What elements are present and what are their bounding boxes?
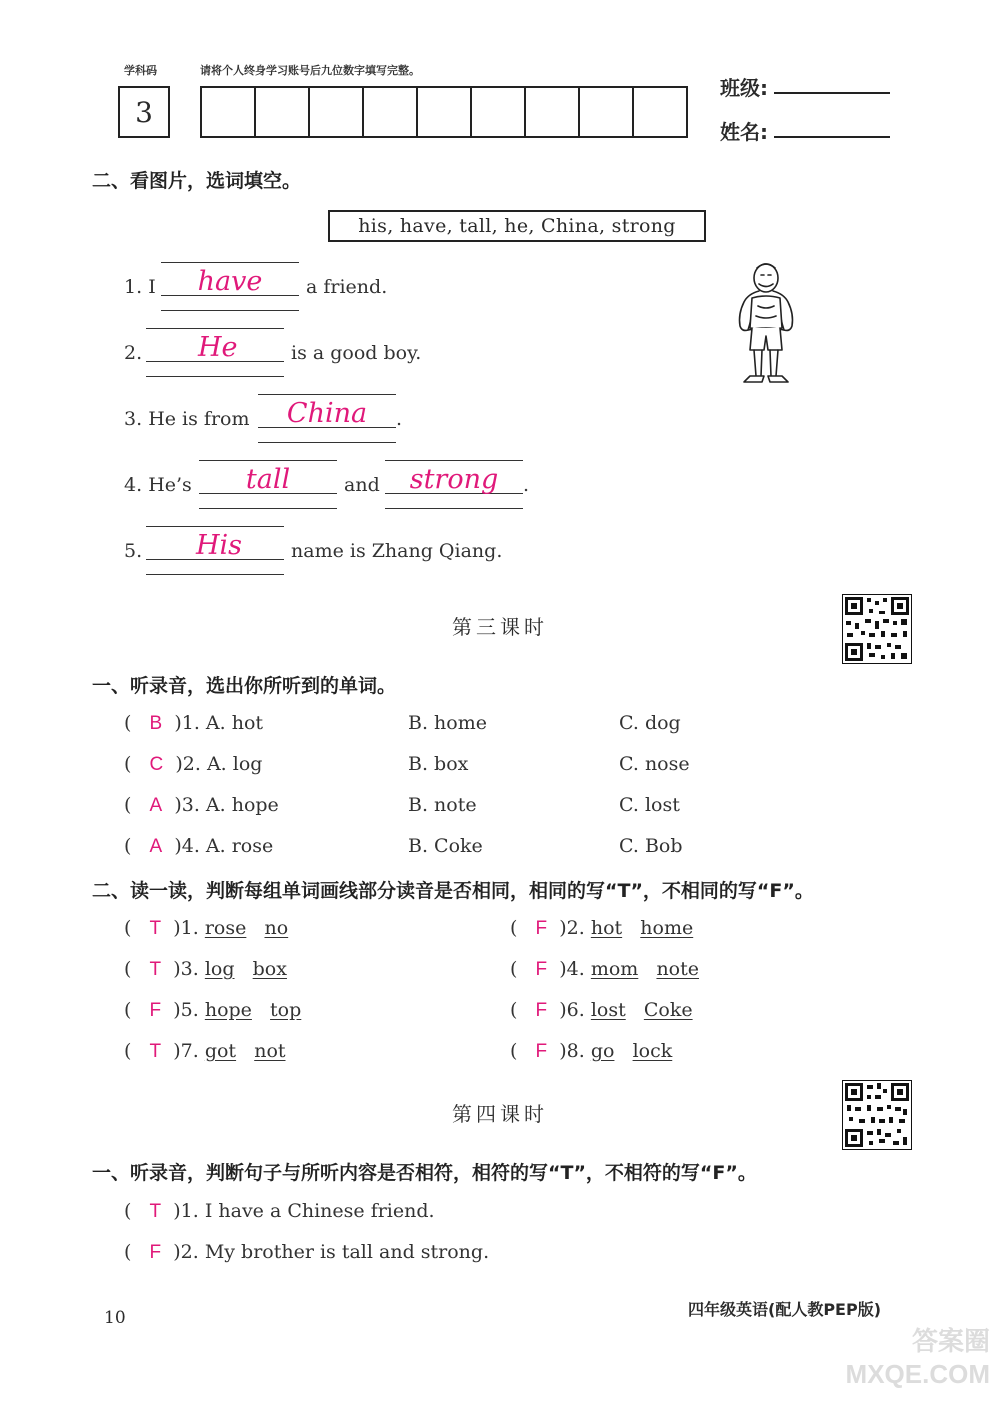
option-b: B. note [408, 794, 477, 816]
item-number: )1. [173, 917, 199, 939]
digit-cell[interactable] [418, 88, 472, 136]
item-number: 2. [124, 342, 143, 364]
item-number: )1. [174, 712, 200, 734]
answer-blank-5[interactable] [146, 526, 284, 576]
word-bank-text: his, have, tall, he, China, strong [358, 215, 676, 237]
page-number: 10 [104, 1308, 126, 1328]
name-label: 姓名: [720, 120, 768, 144]
word-2: box [252, 958, 287, 980]
answer-text: China [286, 398, 368, 429]
item-after-text: a friend. [306, 276, 388, 298]
item-number: )3. [173, 958, 199, 980]
book-title: 四年级英语(配人教PEP版) [688, 1300, 882, 1319]
choice-row-1: ( B )1. A. hot [124, 712, 264, 734]
tf-row-5: ( F )5. hope top [124, 999, 302, 1021]
word-1: log [204, 958, 235, 980]
option-b: B. box [408, 753, 469, 775]
digit-cell[interactable] [256, 88, 310, 136]
answer-text: He [198, 332, 238, 363]
digit-cell[interactable] [472, 88, 526, 136]
digit-cell[interactable] [310, 88, 364, 136]
answer-letter[interactable]: F [535, 959, 548, 980]
answer-letter[interactable]: T [149, 1201, 162, 1222]
option-a: A. rose [205, 835, 274, 857]
item-before-text: I [148, 276, 156, 298]
option-c: C. Bob [619, 835, 683, 857]
answer-blank-4b[interactable] [385, 460, 523, 510]
answer-letter[interactable]: C [149, 754, 164, 775]
lesson3-part2-title: 二、读一读，判断每组单词画线部分读音是否相同，相同的写“T”，不相同的写“F”。 [92, 880, 814, 902]
option-c: C. dog [619, 712, 681, 734]
tf-row-3: ( T )3. log box [124, 958, 287, 980]
word-1: lost [590, 999, 626, 1021]
answer-letter[interactable]: A [149, 836, 163, 857]
item-number: 4. [124, 474, 143, 496]
item-after-text: name is Zhang Qiang. [291, 540, 503, 562]
option-b: B. home [408, 712, 487, 734]
answer-letter[interactable]: F [535, 1041, 548, 1062]
tf-row-1: ( T )1. rose no [124, 917, 289, 939]
digit-cell[interactable] [202, 88, 256, 136]
item-number: )4. [559, 958, 585, 980]
item-number: )1. [173, 1200, 199, 1222]
digit-cell[interactable] [364, 88, 418, 136]
item-number: )2. [173, 1241, 199, 1263]
sentence-row-2: ( F )2. My brother is tall and strong. [124, 1241, 490, 1263]
word-1: go [590, 1040, 615, 1062]
answer-letter[interactable]: F [535, 1000, 548, 1021]
name-field[interactable] [774, 136, 890, 138]
word-bank [328, 210, 706, 242]
tf-row-7: ( T )7. got not [124, 1040, 286, 1062]
item-number: 3. [124, 408, 143, 430]
answer-letter[interactable]: F [149, 1242, 162, 1263]
word-2: note [656, 958, 699, 980]
answer-blank-3[interactable] [258, 394, 396, 444]
answer-text: tall [245, 464, 291, 495]
subject-code-value: 3 [135, 95, 153, 129]
watermark: 答案圈 MXQE.COM [845, 1326, 990, 1389]
word-2: home [640, 917, 694, 939]
item-number: )2. [559, 917, 585, 939]
word-2: Coke [643, 999, 693, 1021]
lesson3-title: 第三课时 [452, 615, 548, 639]
word-2: top [270, 999, 302, 1021]
strong-man-illustration [728, 258, 804, 390]
answer-blank-4a[interactable] [199, 460, 337, 510]
word-1: got [204, 1040, 237, 1062]
item-after-text: . [396, 408, 403, 430]
section-title-pictures: 二、看图片，选词填空。 [92, 170, 302, 192]
item-number: )8. [559, 1040, 585, 1062]
item-number: )3. [174, 794, 200, 816]
option-a: A. log [206, 753, 263, 775]
qr-code-icon[interactable] [842, 1080, 912, 1150]
item-after-text: is a good boy. [291, 342, 422, 364]
item-number: 5. [124, 540, 143, 562]
tf-row-2: ( F )2. hot home [510, 917, 694, 939]
answer-text: strong [409, 464, 499, 495]
choice-row-2: ( C )2. A. log [124, 753, 263, 775]
lesson3-part1-title: 一、听录音，选出你所听到的单词。 [92, 675, 397, 697]
word-2: not [254, 1040, 286, 1062]
digit-cell[interactable] [634, 88, 686, 136]
option-c: C. lost [619, 794, 680, 816]
item-number: 1. [124, 276, 143, 298]
answer-letter[interactable]: T [149, 959, 162, 980]
sentence-text: I have a Chinese friend. [204, 1200, 435, 1222]
sentence-row-1: ( T )1. I have a Chinese friend. [124, 1200, 435, 1222]
subject-code-box[interactable] [118, 86, 170, 138]
item-number: )7. [173, 1040, 199, 1062]
item-number: )5. [173, 999, 199, 1021]
choice-row-3: ( A )3. A. hope [124, 794, 279, 816]
item-middle-text: and [344, 474, 380, 496]
answer-text: His [196, 530, 243, 561]
answer-blank-2[interactable] [146, 328, 284, 378]
answer-letter[interactable]: T [149, 918, 162, 939]
fill-item-2 [124, 342, 142, 364]
answer-letter[interactable]: B [149, 713, 163, 734]
option-a: A. hope [205, 794, 279, 816]
word-2: lock [632, 1040, 673, 1062]
sentence-text: My brother is tall and strong. [204, 1241, 490, 1263]
account-digit-boxes[interactable] [200, 86, 688, 138]
item-number: )2. [175, 753, 201, 775]
lesson4-part1-title: 一、听录音，判断句子与所听内容是否相符，相符的写“T”，不相符的写“F”。 [92, 1162, 757, 1184]
digit-cell[interactable] [526, 88, 580, 136]
class-label: 班级: [720, 76, 768, 100]
word-1: hot [590, 917, 623, 939]
item-before-text: He is from [148, 408, 250, 430]
fill-item-5 [124, 540, 142, 562]
word-1: rose [204, 917, 247, 939]
digit-cell[interactable] [580, 88, 634, 136]
option-c: C. nose [619, 753, 690, 775]
tf-row-6: ( F )6. lost Coke [510, 999, 693, 1021]
answer-text: have [197, 266, 263, 297]
fill-item-1 [124, 276, 156, 298]
fill-item-3 [124, 408, 249, 430]
tf-row-4: ( F )4. mom note [510, 958, 699, 980]
account-instruction: 请将个人终身学习账号后九位数字填写完整。 [200, 64, 420, 77]
answer-letter[interactable]: F [149, 1000, 162, 1021]
answer-letter[interactable]: T [149, 1041, 162, 1062]
option-b: B. Coke [408, 835, 483, 857]
item-number: )4. [174, 835, 200, 857]
word-2: no [264, 917, 289, 939]
item-number: )6. [559, 999, 585, 1021]
subject-code-label: 学科码 [124, 64, 157, 77]
option-a: A. hot [205, 712, 264, 734]
answer-blank-1[interactable] [161, 262, 299, 312]
lesson4-title: 第四课时 [452, 1102, 548, 1126]
tf-row-8: ( F )8. go lock [510, 1040, 673, 1062]
answer-letter[interactable]: F [535, 918, 548, 939]
word-1: hope [204, 999, 252, 1021]
class-field[interactable] [774, 92, 890, 94]
fill-item-4 [124, 474, 192, 496]
item-before-text: He’s [148, 474, 192, 496]
qr-code-icon[interactable] [842, 594, 912, 664]
word-1: mom [590, 958, 639, 980]
item-after-text: . [523, 474, 530, 496]
choice-row-4: ( A )4. A. rose [124, 835, 274, 857]
answer-letter[interactable]: A [149, 795, 163, 816]
